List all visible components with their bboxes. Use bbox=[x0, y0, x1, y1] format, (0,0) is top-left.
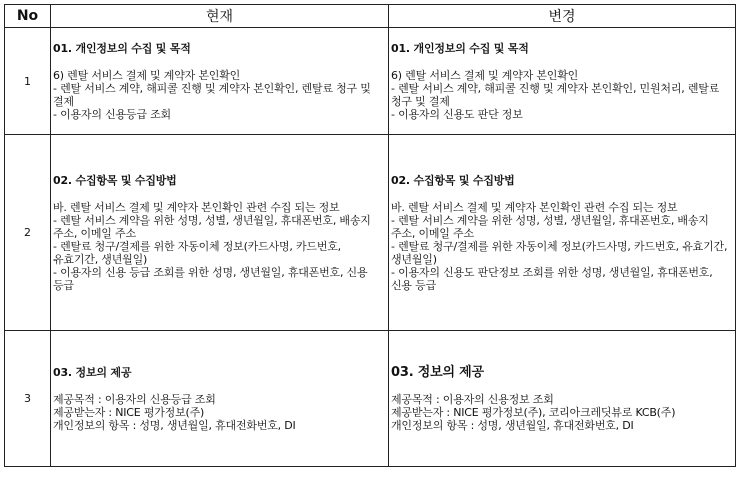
text-line: - 이용자의 신용등급 조회 bbox=[53, 107, 171, 121]
text-line: 개인정보의 항목 : 성명, 생년월일, 휴대전화번호, DI bbox=[391, 418, 634, 432]
text-line: - 이용자의 신용도 판단 정보 bbox=[391, 107, 523, 121]
section-title: 03. 정보의 제공 bbox=[53, 365, 132, 379]
text-line: 바. 렌탈 서비스 결제 및 계약자 본인확인 관련 수집 되는 정보 bbox=[391, 200, 678, 214]
current-cell bbox=[51, 331, 389, 467]
text-line: - 렌탈료 청구/결제를 위한 자동이체 정보(카드사명, 카드번호, 유효기간, 생년월일) bbox=[53, 239, 341, 266]
changed-cell bbox=[389, 331, 736, 467]
section-title: 01. 개인정보의 수집 및 목적 bbox=[53, 41, 191, 55]
current-cell bbox=[51, 28, 389, 135]
text-line: 제공받는자 : NICE 평가정보(주), 코리아크레딧뷰로 KCB(주) bbox=[391, 405, 676, 419]
text-line: - 렌탈 서비스 계약을 위한 성명, 성별, 생년월일, 휴대폰번호, 배송지 주소, 이메일 주소 bbox=[391, 213, 709, 240]
table-row bbox=[5, 135, 736, 331]
text-line: 개인정보의 항목 : 성명, 생년월일, 휴대전화번호, DI bbox=[53, 418, 296, 432]
comparison-table bbox=[4, 4, 736, 467]
text-line: 바. 렌탈 서비스 결제 및 계약자 본인확인 관련 수집 되는 정보 bbox=[53, 200, 340, 214]
header-row bbox=[5, 5, 736, 28]
text-line: 6) 렌탈 서비스 결제 및 계약자 본인확인 bbox=[391, 68, 579, 82]
table-row bbox=[5, 331, 736, 467]
text-line: 6) 렌탈 서비스 결제 및 계약자 본인확인 bbox=[53, 68, 241, 82]
text-line: - 이용자의 신용 등급 조회를 위한 성명, 생년월일, 휴대폰번호, 신용 등급 bbox=[53, 265, 368, 292]
section-title: 01. 개인정보의 수집 및 목적 bbox=[391, 41, 529, 55]
text-line: - 렌탈 서비스 계약, 해피콜 진행 및 계약자 본인확인, 민원처리, 렌탈료 청구 및 결제 bbox=[391, 81, 720, 108]
row-number: 2 bbox=[5, 135, 51, 331]
changed-cell bbox=[389, 28, 736, 135]
text-line: - 렌탈료 청구/결제를 위한 자동이체 정보(카드사명, 카드번호, 유효기간, 생년월일) bbox=[391, 239, 728, 266]
row-number: 3 bbox=[5, 331, 51, 467]
header-current: 현재 bbox=[51, 5, 389, 28]
text-line: - 이용자의 신용도 판단정보 조회를 위한 성명, 생년월일, 휴대폰번호, 신용 등급 bbox=[391, 265, 713, 292]
text-line: 제공목적 : 이용자의 신용등급 조회 bbox=[53, 392, 216, 406]
text-line: - 렌탈 서비스 계약을 위한 성명, 성별, 생년월일, 휴대폰번호, 배송지 주소, 이메일 주소 bbox=[53, 213, 371, 240]
section-title: 03. 정보의 제공 bbox=[391, 364, 484, 380]
text-line: 제공목적 : 이용자의 신용정보 조회 bbox=[391, 392, 554, 406]
header-changed: 변경 bbox=[389, 5, 736, 28]
text-line: - 렌탈 서비스 계약, 해피콜 진행 및 계약자 본인확인, 렌탈료 청구 및 결제 bbox=[53, 81, 371, 108]
section-title: 02. 수집항목 및 수집방법 bbox=[391, 173, 515, 187]
changed-cell bbox=[389, 135, 736, 331]
header-no: No bbox=[5, 5, 51, 28]
table-row bbox=[5, 28, 736, 135]
section-title: 02. 수집항목 및 수집방법 bbox=[53, 173, 177, 187]
text-line: 제공받는자 : NICE 평가정보(주) bbox=[53, 405, 205, 419]
row-number: 1 bbox=[5, 28, 51, 135]
current-cell bbox=[51, 135, 389, 331]
